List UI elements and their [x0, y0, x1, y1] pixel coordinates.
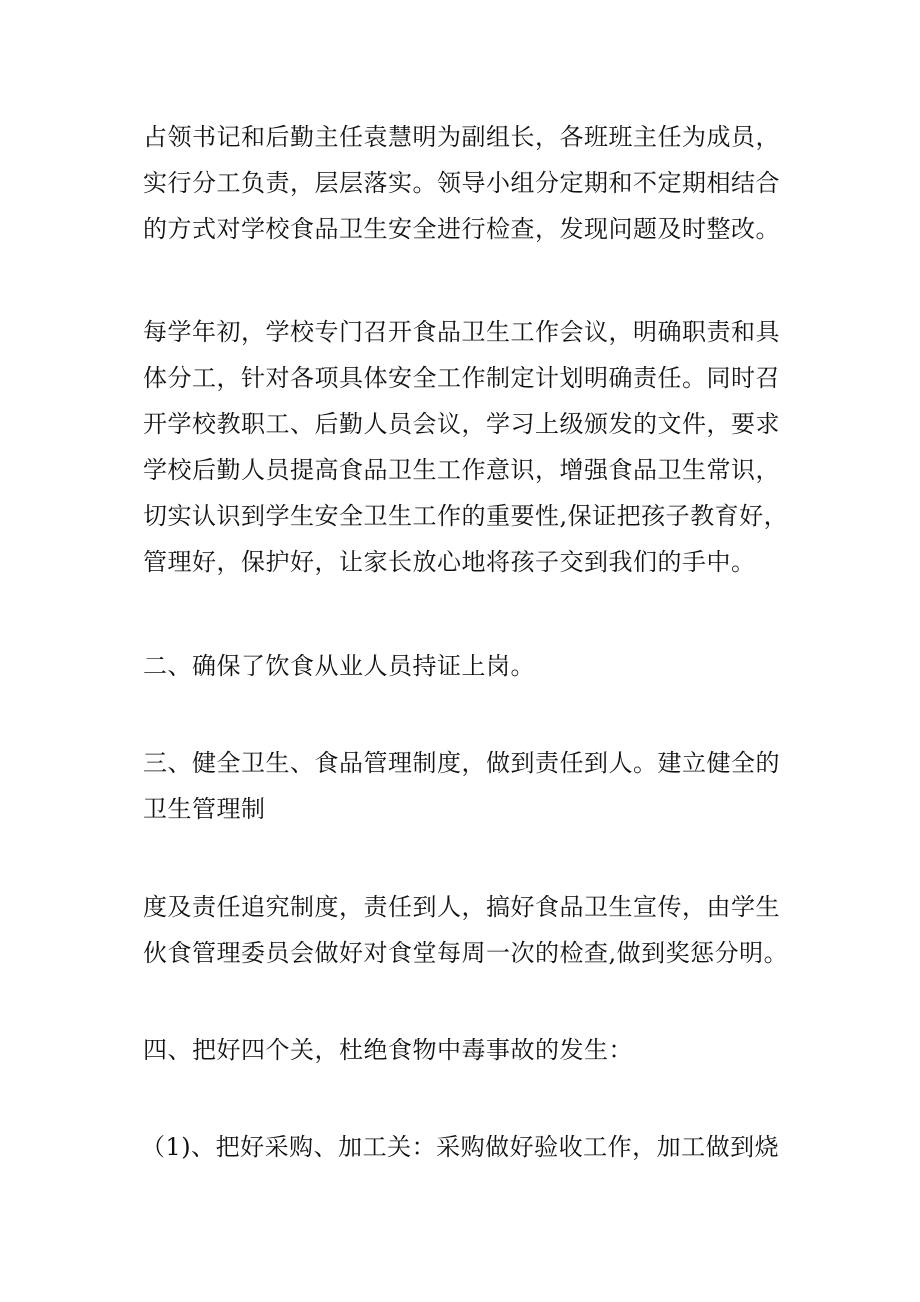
paragraph-section-two: 二、确保了饮食从业人员持证上岗。: [143, 652, 535, 680]
paragraph-responsibility-system: 度及责任追究制度，责任到人，搞好食品卫生宣传，由学生 伙食管理委员会做好对食堂每周一次的检查,做到奖惩分明。: [143, 893, 789, 967]
paragraph-item-one: （1)、把好采购、加工关：采购做好验收工作，加工做到烧: [141, 1133, 780, 1161]
paragraph-section-three: 三、健全卫生、食品管理制度，做到责任到人。建立健全的 卫生管理制: [143, 749, 780, 823]
paragraph-leadership-group: 占领书记和后勤主任袁慧明为副组长，各班班主任为成员， 实行分工负责，层层落实。领导小组分定期和不定期相结合 的方式对学校食品卫生安全进行检查，发现问题及时整改。: [143, 123, 780, 243]
paragraph-section-four: 四、把好四个关，杜绝食物中毒事故的发生：: [143, 1036, 633, 1064]
paragraph-annual-meeting: 每学年初，学校专门召开食品卫生工作会议，明确职责和具 体分工，针对各项具体安全工作制定计划明确责任。同时召 开学校教职工、后勤人员会议，学习上级颁发的文件，要求 学校后勤人员提高食品卫生工作意识，增强食品卫生常识， 切实认识到学生安全卫生工作的重要性,保证把孩子教育好， 管理好，保护好，让家长放心地将孩子交到我们的手中。: [143, 318, 789, 576]
